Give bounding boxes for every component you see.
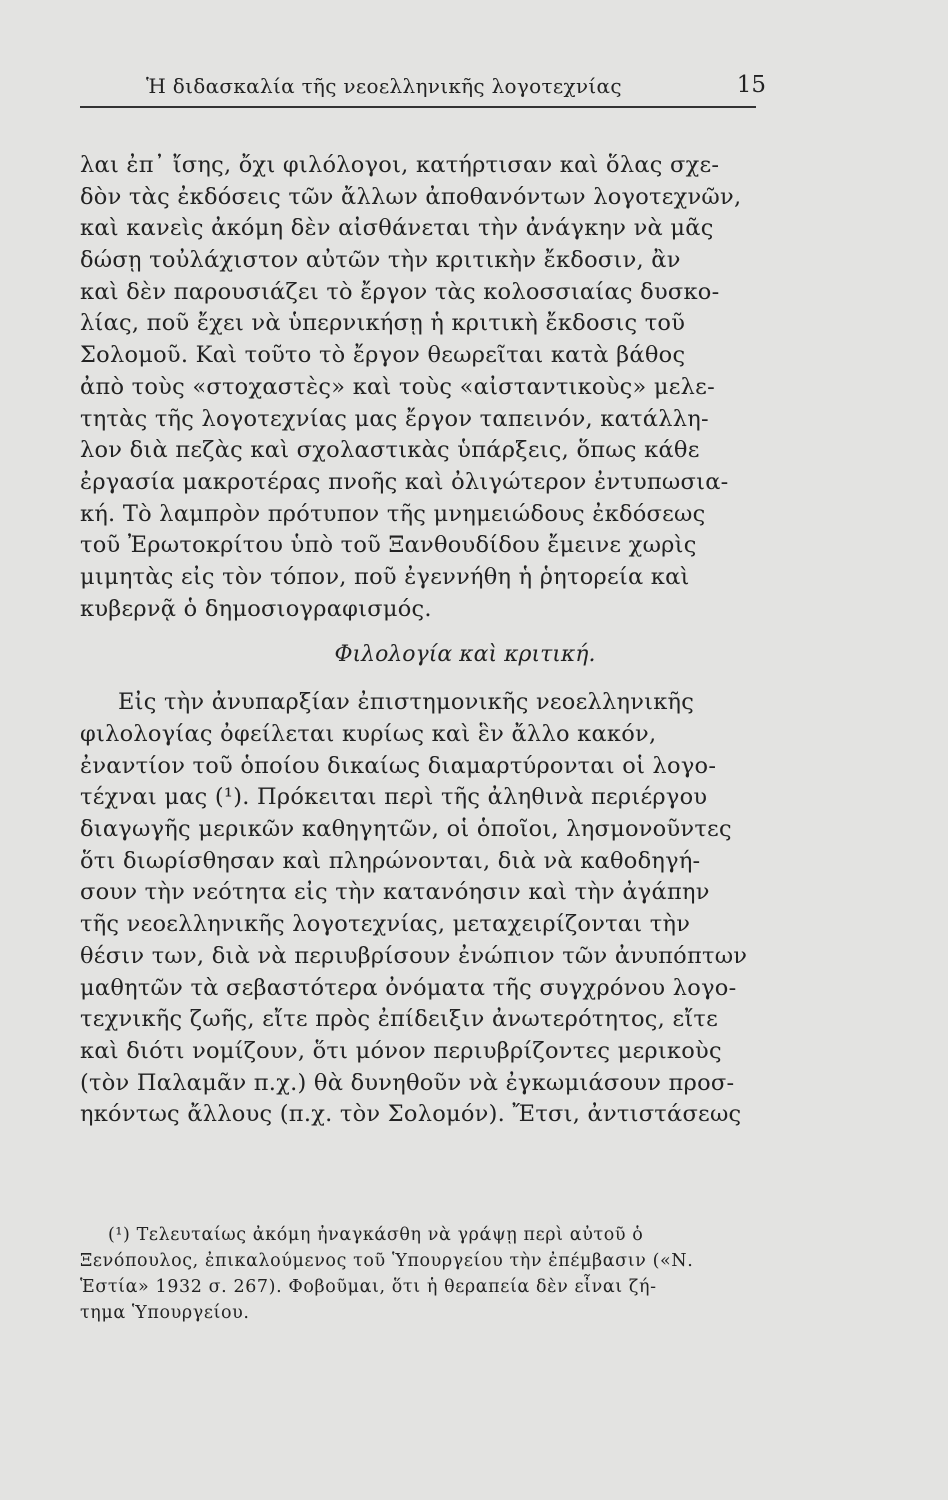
footnotes (80, 1222, 788, 1326)
text-line: (τὸν Παλαμᾶν π.χ.) θὰ δυνηθοῦν νὰ ἐγκωμιάσουν προσ- (80, 1069, 735, 1096)
footnote-line: τημα Ὑπουργείου. (80, 1303, 250, 1323)
text-line: τέχναι μας (¹). Πρόκειται περὶ τῆς ἀληθινὰ περιέργου (80, 784, 708, 811)
body-text (80, 150, 790, 1131)
text-line: καὶ δὲν παρουσιάζει τὸ ἔργον τὰς κολοσσιαίας δυσκο- (80, 278, 720, 305)
text-line: λαι ἐπ᾽ ἴσης, ὄχι φιλόλογοι, κατήρτισαν καὶ ὅλας σχε- (80, 152, 720, 178)
footnote-line: (¹) Τελευταίως ἀκόμη ἠναγκάσθη νὰ γράψῃ περὶ αὐτοῦ ὁ (108, 1225, 644, 1245)
text-line: ἀπὸ τοὺς «στοχαστὲς» καὶ τοὺς «αἰσταντικοὺς» μελε- (80, 373, 715, 400)
text-line: τοῦ Ἐρωτοκρίτου ὑπὸ τοῦ Ξανθουδίδου ἔμεινε χωρὶς (80, 532, 697, 559)
text-line: δώσῃ τοὐλάχιστον αὐτῶν τὴν κριτικὴν ἔκδοσιν, ἂν (80, 247, 681, 274)
text-line: καὶ κανεὶς ἀκόμη δὲν αἰσθάνεται τὴν ἀνάγκην νὰ μᾶς (80, 215, 714, 242)
text-line: Εἰς τὴν ἀνυπαρξίαν ἐπιστημονικῆς νεοελληνικῆς (118, 689, 695, 716)
running-head: Ἡ διδασκαλία τῆς νεοελληνικῆς λογοτεχνίας (146, 74, 622, 98)
page-number: 15 (736, 72, 766, 98)
header-rule (80, 106, 756, 108)
text-line: τεχνικῆς ζωῆς, εἴτε πρὸς ἐπίδειξιν ἀνωτερότητος, εἴτε (80, 1006, 719, 1033)
text-line: λίας, ποῦ ἔχει νὰ ὑπερνικήσῃ ἡ κριτικὴ ἔκδοσις τοῦ (80, 310, 686, 337)
text-line: ηκόντως ἄλλους (π.χ. τὸν Σολομόν). Ἔτσι, ἀντιστάσεως (80, 1101, 742, 1128)
text-line: κυβερνᾷ ὁ δημοσιογραφισμός. (80, 595, 432, 622)
text-line: ἐναντίον τοῦ ὁποίου δικαίως διαμαρτύρονται οἱ λογο- (80, 752, 717, 779)
text-line: σουν τὴν νεότητα εἰς τὴν κατανόησιν καὶ τὴν ἀγάπην (80, 879, 710, 906)
text-line: δὸν τὰς ἐκδόσεις τῶν ἄλλων ἀποθανόντων λογοτεχνῶν, (80, 183, 742, 210)
page-header (80, 68, 770, 108)
section-heading: Φιλολογία καὶ κριτική. (334, 642, 596, 668)
text-line: μαθητῶν τὰ σεβαστότερα ὀνόματα τῆς συγχρόνου λογο- (80, 974, 737, 1001)
text-line: διαγωγῆς μερικῶν καθηγητῶν, οἱ ὁποῖοι, λησμονοῦντες (80, 816, 732, 843)
text-line: τῆς νεοελληνικῆς λογοτεχνίας, μεταχειρίζονται τὴν (80, 911, 691, 938)
text-line: τητὰς τῆς λογοτεχνίας μας ἔργον ταπεινόν, κατάλλη- (80, 405, 709, 432)
text-line: κή. Τὸ λαμπρὸν πρότυπον τῆς μνημειώδους ἐκδόσεως (80, 500, 706, 527)
text-line: ὅτι διωρίσθησαν καὶ πληρώνονται, διὰ νὰ καθοδηγή- (80, 847, 701, 874)
text-line: φιλολογίας ὀφείλεται κυρίως καὶ ἓν ἄλλο κακόν, (80, 721, 657, 747)
text-line: λον διὰ πεζὰς καὶ σχολαστικὰς ὑπάρξεις, ὅπως κάθε (80, 437, 700, 464)
footnote-line: Ἑστία» 1932 σ. 267). Φοβοῦμαι, ὅτι ἡ θεραπεία δὲν εἶναι ζή- (80, 1277, 657, 1297)
text-line: καὶ διότι νομίζουν, ὅτι μόνον περιυβρίζοντες μερικοὺς (80, 1037, 722, 1064)
text-line: Σολομοῦ. Καὶ τοῦτο τὸ ἔργον θεωρεῖται κατὰ βάθος (80, 342, 686, 369)
text-line: θέσιν των, διὰ νὰ περιυβρίσουν ἐνώπιον τῶν ἀνυπόπτων (80, 942, 748, 969)
text-line: μιμητὰς εἰς τὸν τόπον, ποῦ ἐγεννήθη ἡ ῥητορεία καὶ (80, 563, 690, 590)
footnote-line: Ξενόπουλος, ἐπικαλούμενος τοῦ Ὑπουργείου τὴν ἐπέμβασιν («Ν. (80, 1251, 694, 1271)
text-line: ἐργασία μακροτέρας πνοῆς καὶ ὀλιγώτερον ἐντυπωσια- (80, 468, 729, 495)
